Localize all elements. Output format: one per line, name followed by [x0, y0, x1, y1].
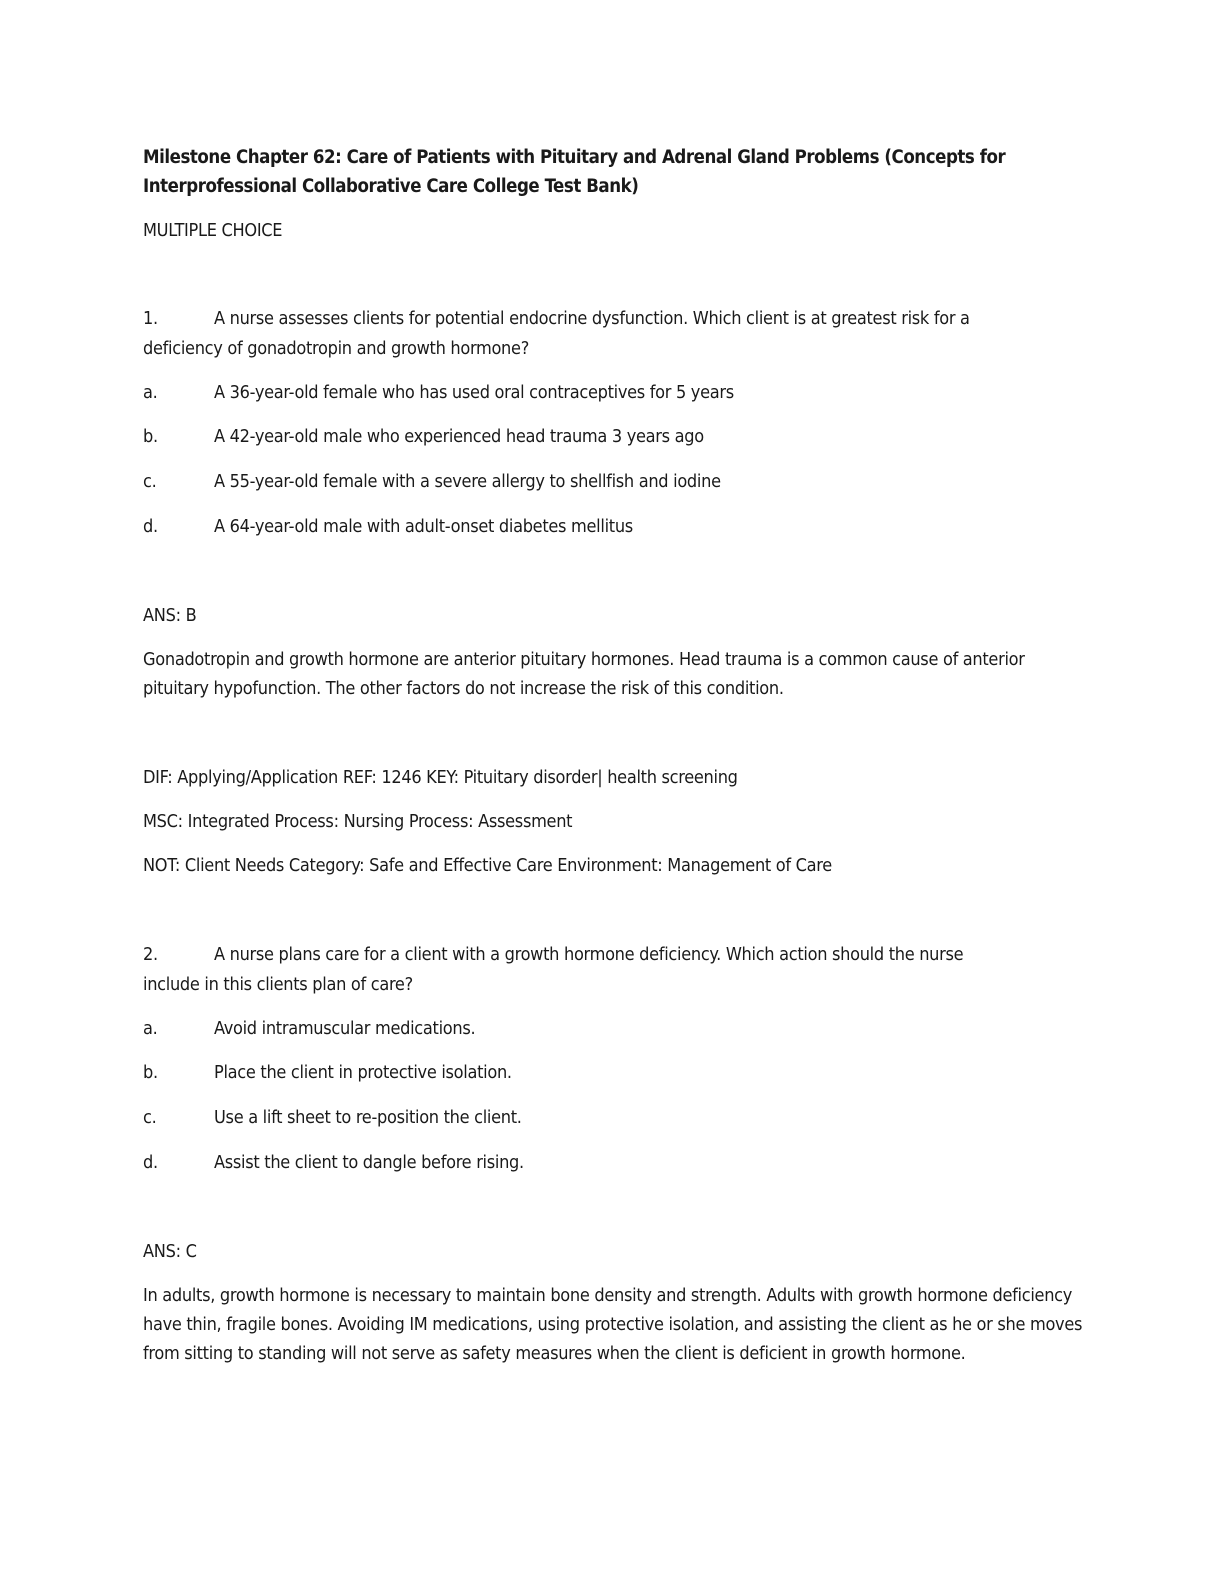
- option-letter: b.: [143, 1062, 158, 1083]
- question-2-stem-text: A nurse plans care for a client with a growth hormone deficiency. Which action should the nurse: [214, 944, 964, 965]
- option-text: A 36-year-old female who has used oral contraceptives for 5 years: [214, 382, 734, 403]
- question-2-option-a: [143, 1014, 1103, 1043]
- question-1-number: 1.: [143, 308, 158, 329]
- question-2-answer: ANS: C: [143, 1241, 197, 1262]
- question-1-option-a: [143, 378, 1103, 407]
- question-1-dif: DIF: Applying/Application REF: 1246 KEY: Pituitary disorder| health screening: [143, 767, 738, 788]
- option-text: Use a lift sheet to re-position the client.: [214, 1107, 522, 1128]
- question-1-not: NOT: Client Needs Category: Safe and Effective Care Environment: Management of Care: [143, 855, 832, 876]
- question-2-option-c: [143, 1103, 1103, 1132]
- question-2-option-d: [143, 1148, 1103, 1177]
- question-1-stem-line1: [143, 304, 1103, 333]
- question-1-rationale: Gonadotropin and growth hormone are anterior pituitary hormones. Head trauma is a common cause of anterior pituitary hypofunction. The other factors do not increase the risk of this condition.: [143, 649, 1025, 699]
- question-2-stem-line1: [143, 940, 1103, 969]
- option-letter: a.: [143, 382, 158, 403]
- option-text: A 42-year-old male who experienced head trauma 3 years ago: [214, 426, 704, 447]
- section-heading: MULTIPLE CHOICE: [143, 220, 283, 241]
- option-text: A 55-year-old female with a severe allergy to shellfish and iodine: [214, 471, 721, 492]
- question-2-stem-line2: include in this clients plan of care?: [143, 974, 413, 995]
- document-title: Milestone Chapter 62: Care of Patients with Pituitary and Adrenal Gland Problems (Concepts for Interprofessional Collaborative Care College Test Bank): [143, 147, 1006, 197]
- question-1-answer: ANS: B: [143, 605, 197, 626]
- question-1-stem-text: A nurse assesses clients for potential endocrine dysfunction. Which client is at greatest risk for a: [214, 308, 970, 329]
- option-letter: d.: [143, 516, 158, 537]
- option-letter: c.: [143, 471, 157, 492]
- question-1-msc: MSC: Integrated Process: Nursing Process: Assessment: [143, 811, 573, 832]
- option-letter: c.: [143, 1107, 157, 1128]
- option-text: Place the client in protective isolation.: [214, 1062, 512, 1083]
- option-text: Assist the client to dangle before rising.: [214, 1152, 524, 1173]
- question-1-option-d: [143, 512, 1103, 541]
- option-text: Avoid intramuscular medications.: [214, 1018, 476, 1039]
- question-2-rationale: In adults, growth hormone is necessary to maintain bone density and strength. Adults with growth hormone deficiency have thin, fragile bones. Avoiding IM medications, using protective isolation, and assisting the client as he or she moves from sitting to standing will not serve as safety measures when the client is deficient in growth hormone.: [143, 1285, 1083, 1364]
- option-letter: d.: [143, 1152, 158, 1173]
- question-1-stem-line2: deficiency of gonadotropin and growth hormone?: [143, 338, 529, 359]
- question-2-number: 2.: [143, 944, 158, 965]
- question-1-option-c: [143, 467, 1103, 496]
- option-text: A 64-year-old male with adult-onset diabetes mellitus: [214, 516, 633, 537]
- question-2-option-b: [143, 1058, 1103, 1087]
- question-1-option-b: [143, 422, 1103, 451]
- option-letter: a.: [143, 1018, 158, 1039]
- option-letter: b.: [143, 426, 158, 447]
